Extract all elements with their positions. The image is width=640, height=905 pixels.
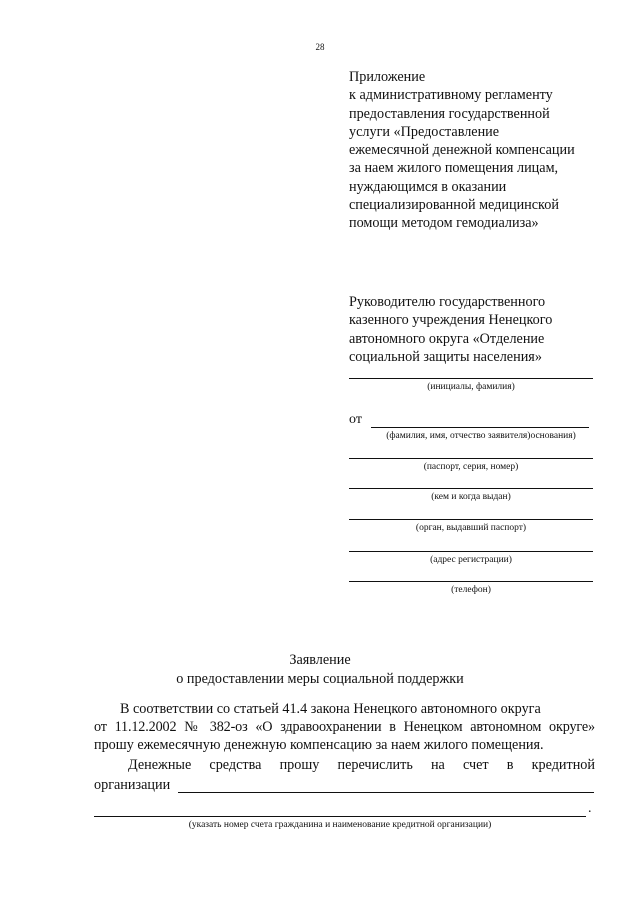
from-label: от bbox=[349, 412, 362, 427]
statement-title: Заявление bbox=[289, 652, 351, 668]
appendix-line: ежемесячной денежной компенсации bbox=[349, 142, 575, 159]
account-field-line[interactable] bbox=[94, 816, 586, 817]
appendix-line: помощи методом гемодиализа» bbox=[349, 215, 539, 232]
organization-label: организации bbox=[94, 777, 171, 793]
end-mark: . bbox=[588, 801, 592, 816]
addressee-line: Руководителю государственного bbox=[349, 294, 546, 310]
organization-field-line[interactable] bbox=[178, 792, 594, 793]
initials-field-line[interactable] bbox=[349, 378, 593, 379]
page-number: 28 bbox=[315, 42, 325, 52]
issuer-field-line[interactable] bbox=[349, 519, 593, 520]
statement-subtitle: о предоставлении меры социальной поддержки bbox=[176, 671, 464, 687]
passport-field-line[interactable] bbox=[349, 458, 593, 459]
transfer-line: Денежные средства прошу перечислить на счет в кредитной bbox=[128, 757, 595, 773]
addressee-line: социальной защиты населения» bbox=[349, 348, 542, 365]
applicant-caption: (фамилия, имя, отчество заявителя)основания) bbox=[386, 431, 576, 441]
appendix-line: за наем жилого помещения лицам, bbox=[349, 160, 559, 177]
passport-caption: (паспорт, серия, номер) bbox=[423, 462, 519, 472]
addressee-line: автономного округа «Отделение bbox=[349, 330, 545, 347]
appendix-line: специализированной медицинской bbox=[349, 197, 559, 214]
appendix-line: нуждающимся в оказании bbox=[349, 178, 507, 195]
address-caption: (адрес регистрации) bbox=[430, 555, 512, 565]
issued-caption: (кем и когда выдан) bbox=[431, 492, 511, 502]
paragraph-line: В соответствии со статьей 41.4 закона Ненецкого автономного округа bbox=[120, 701, 541, 717]
appendix-line: Приложение bbox=[349, 69, 426, 85]
paragraph-line: от 11.12.2002 № 382-оз «О здравоохранении в Ненецком автономном округе» bbox=[94, 719, 595, 735]
appendix-block bbox=[349, 68, 611, 233]
issuer-caption: (орган, выдавший паспорт) bbox=[415, 523, 527, 533]
appendix-line: услуги «Предоставление bbox=[349, 123, 500, 140]
applicant-field-line[interactable] bbox=[371, 427, 589, 428]
phone-caption: (телефон) bbox=[451, 585, 491, 595]
phone-field-line[interactable] bbox=[349, 581, 593, 582]
paragraph-line: прошу ежемесячную денежную компенсацию за наем жилого помещения. bbox=[94, 737, 544, 753]
address-field-line[interactable] bbox=[349, 551, 593, 552]
appendix-line: к административному регламенту bbox=[349, 87, 553, 104]
appendix-line: предоставления государственной bbox=[349, 105, 550, 122]
initials-caption: (инициалы, фамилия) bbox=[427, 382, 515, 392]
addressee-block bbox=[349, 293, 611, 366]
account-caption: (указать номер счета гражданина и наименование кредитной организации) bbox=[188, 820, 492, 830]
addressee-line: казенного учреждения Ненецкого bbox=[349, 312, 553, 329]
issued-field-line[interactable] bbox=[349, 488, 593, 489]
